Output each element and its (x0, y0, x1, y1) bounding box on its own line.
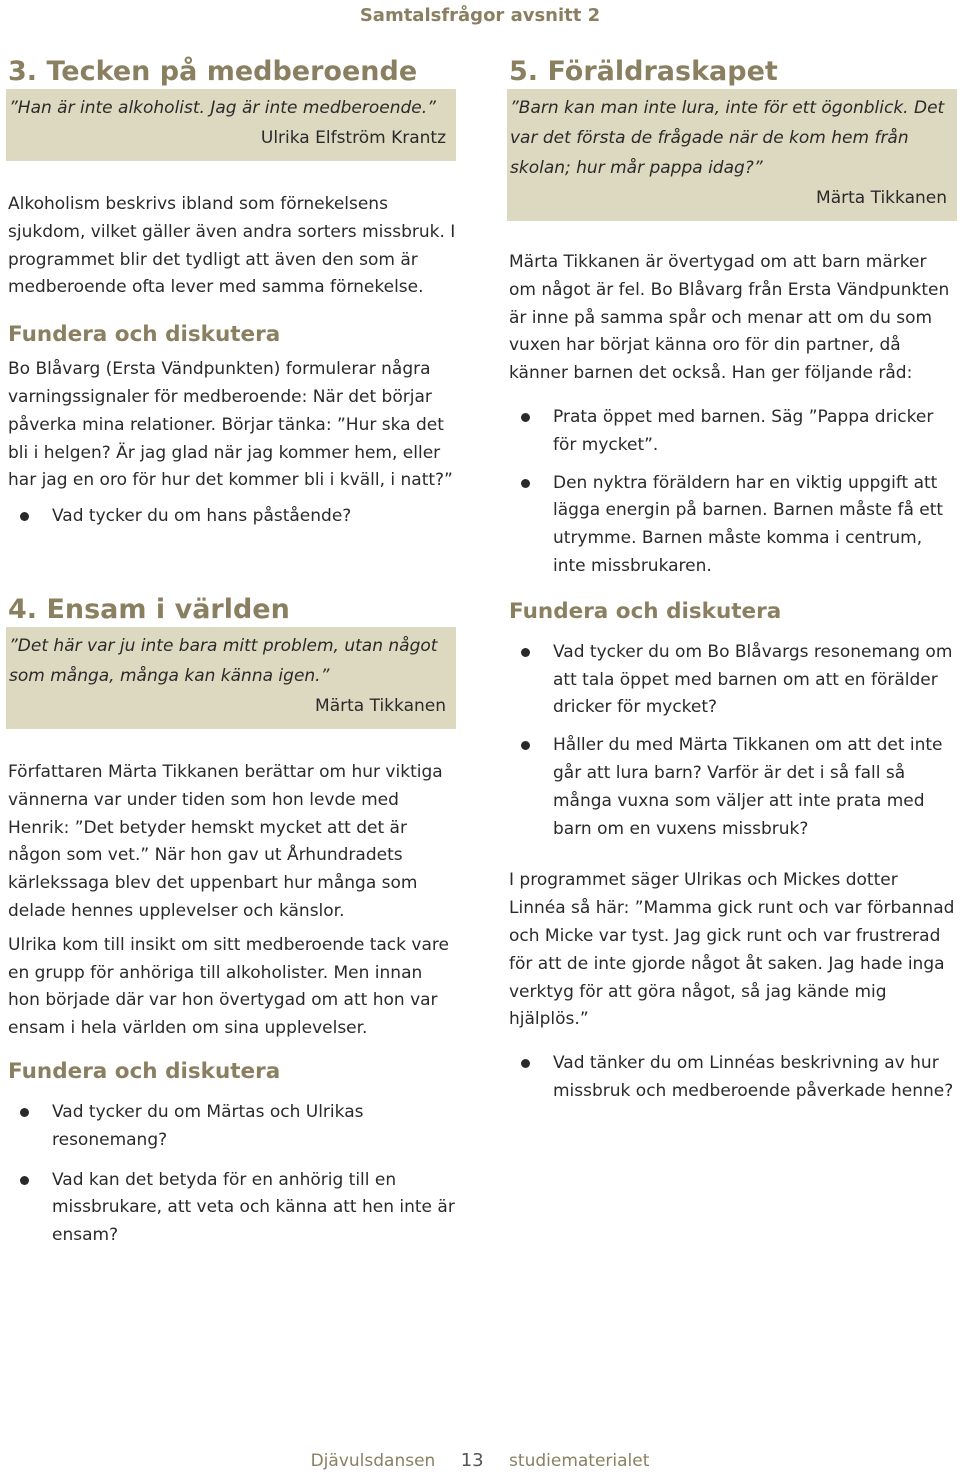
section-5-discuss-bullets (507, 639, 957, 844)
quote-text: ”Han är inte alkoholist. Jag är inte medberoende.” (9, 98, 436, 118)
section-5-discuss-heading: Fundera och diskutera (509, 598, 782, 624)
section-4-paragraph-2: Ulrika kom till insikt om sitt medberoende tack vare en grupp för anhöriga till alkoholister. Men innan hon började där var hon övertygad om att hon var ensam i hela världen om sina upplevelser. (8, 934, 449, 1039)
section-5-quote (507, 89, 957, 221)
section-5-heading: 5. Föräldraskapet (509, 56, 778, 87)
quote-text: ”Barn kan man inte lura, inte för ett ögonblick. Det var det första de frågade när de kom hem från skolan; hur mår pappa idag?” (510, 98, 945, 178)
section-4-quote (6, 627, 456, 729)
section-4-bullets (6, 1099, 456, 1250)
page-number: 13 (460, 1450, 484, 1471)
section-5-paragraph-2: I programmet säger Ulrikas och Mickes dotter Linnéa så här: ”Mamma gick runt och var förbannad och Micke var tyst. Jag gick runt och var frustrerad för att de inte gjorde något åt saken. Jag hade inga verktyg för att göra något, så jag kände mig hjälplös.” (509, 870, 955, 1030)
list-item: Vad tycker du om Bo Blåvargs resonemang om att tala öppet med barnen om att en förälder dricker för mycket? (507, 639, 957, 722)
bullet-dot (521, 1059, 530, 1068)
section-5-paragraph: Märta Tikkanen är övertygad om att barn märker om något är fel. Bo Blåvarg från Ersta Vändpunkten är inne på samma spår och menar att om du som vuxen har börjat känna oro för din partner, då känner barnen det också. Han ger följande råd: (509, 252, 950, 384)
page-footer (0, 1449, 960, 1473)
footer-right: studiematerialet (509, 1451, 650, 1471)
quote-author: Märta Tikkanen (816, 188, 947, 208)
section-4-discuss-heading: Fundera och diskutera (8, 1058, 281, 1084)
section-5-bullets-2 (507, 1050, 957, 1106)
bullet-dot (521, 648, 530, 657)
list-item: Vad tycker du om hans påstående? (6, 503, 456, 531)
right-column (507, 55, 957, 1106)
bullet-dot (20, 1176, 29, 1185)
section-4-paragraph-1: Författaren Märta Tikkanen berättar om hur viktiga vännerna var under tiden som hon levde med Henrik: ”Det betyder hemskt mycket att det är någon som vet.” När hon gav ut Århundradets kärlekssaga blev det uppenbart hur många som delade hennes upplevelser och känslor. (8, 761, 443, 921)
section-3-discuss-text: Bo Blåvarg (Ersta Vändpunkten) formulerar några varningssignaler för medberoende: När det börjar påverka mina relationer. Börjar tänka: ”Hur ska det bli i helgen? Är jag glad när jag kommer hem, eller har jag en oro för hur det kommer bli i kväll, i natt?” (8, 359, 453, 491)
section-4-heading: 4. Ensam i världen (8, 593, 290, 625)
section-3-bullets (6, 503, 456, 531)
quote-text: ”Det här var ju inte bara mitt problem, utan något som många, många kan känna igen.” (9, 635, 438, 686)
footer-left: Djävulsdansen (310, 1451, 436, 1471)
list-item: Vad tycker du om Märtas och Ulrikas resonemang? (6, 1099, 456, 1155)
list-item: Håller du med Märta Tikkanen om att det inte går att lura barn? Varför är det i så fall så många vuxna som väljer att inte prata med barn om en vuxens missbruk? (507, 732, 957, 843)
list-item: Prata öppet med barnen. Säg ”Pappa dricker för mycket”. (507, 404, 957, 460)
bullet-dot (521, 479, 530, 488)
section-5-advice (507, 404, 957, 581)
quote-author: Märta Tikkanen (315, 695, 446, 716)
section-3-quote (6, 89, 456, 161)
bullet-dot (20, 1108, 29, 1117)
bullet-dot (20, 512, 29, 521)
quote-author: Ulrika Elfström Krantz (260, 128, 446, 148)
list-item: Den nyktra föräldern har en viktig uppgift att lägga energin på barnen. Barnen måste få ett utrymme. Barnen måste komma i centrum, inte missbrukaren. (507, 470, 957, 581)
bullet-dot (521, 741, 530, 750)
header-title: Samtalsfrågor avsnitt 2 (359, 5, 601, 26)
section-3-discuss-heading: Fundera och diskutera (8, 322, 281, 348)
list-item: Vad tänker du om Linnéas beskrivning av hur missbruk och medberoende påverkade henne? (507, 1050, 957, 1106)
section-3-heading: 3. Tecken på medberoende (8, 56, 418, 87)
bullet-dot (521, 413, 530, 422)
left-column (6, 55, 456, 1250)
list-item: Vad kan det betyda för en anhörig till en missbrukare, att veta och känna att hen inte är ensam? (6, 1167, 456, 1250)
section-3-paragraph: Alkoholism beskrivs ibland som förnekelsens sjukdom, vilket gäller även andra sorters missbruk. I programmet blir det tydligt att även den som är medberoende ofta lever med samma förnekelse. (8, 194, 456, 298)
